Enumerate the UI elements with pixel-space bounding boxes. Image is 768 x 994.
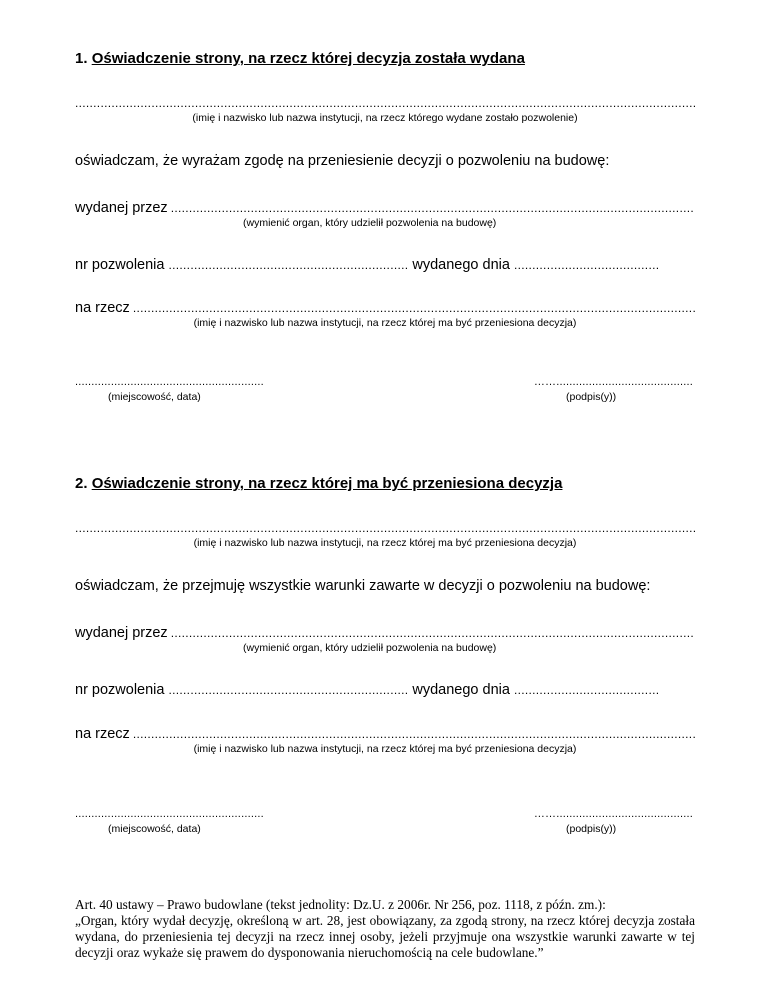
footer-quote: „Organ, który wydał decyzję, określoną w art. 28, jest obowiązany, za zgodą strony, na rzecz której decyzja została wydana, do przeniesienia tej decyzji na rzecz innej osoby, jeżeli przyjmuje ona wszystkie warunki zawarte w tej decyzji oraz wykaże się prawem do dysponowania nieruchomością na cele budowlane.” bbox=[75, 913, 695, 960]
section1-signature-caption: (podpis(y)) bbox=[566, 391, 617, 403]
section2-issued-by-label: wydanej przez bbox=[75, 625, 168, 641]
section2-number: 2. bbox=[75, 475, 88, 492]
section1-statement: oświadczam, że wyrażam zgodę na przeniesienie decyzji o pozwoleniu na budowę: bbox=[75, 153, 610, 169]
section2-in-favor-label: na rzecz bbox=[75, 726, 130, 742]
section1-title: Oświadczenie strony, na rzecz której decyzja została wydana bbox=[91, 50, 525, 67]
section2-permit-no-label: nr pozwolenia bbox=[75, 682, 165, 698]
section1-issued-date-label: wydanego dnia bbox=[412, 257, 510, 273]
section1-in-favor-field[interactable] bbox=[133, 301, 695, 315]
section1-permit-no-field[interactable]: .................................................................. bbox=[168, 258, 409, 272]
section2-issued-by-row[interactable] bbox=[75, 625, 695, 641]
section1-place-date-field[interactable]: .......................................................... bbox=[75, 376, 264, 388]
section2-title: Oświadczenie strony, na rzecz której ma być przeniesiona decyzja bbox=[91, 475, 563, 492]
section2-in-favor-row[interactable] bbox=[75, 726, 695, 742]
section1-issued-by-caption: (wymienić organ, który udzielił pozwolenia na budowę) bbox=[243, 217, 497, 229]
section1-in-favor-label: na rzecz bbox=[75, 300, 130, 316]
section2-in-favor-caption: (imię i nazwisko lub nazwa instytucji, na rzecz której ma być przeniesiona decyzja) bbox=[193, 743, 577, 755]
section1-in-favor-caption: (imię i nazwisko lub nazwa instytucji, na rzecz której ma być przeniesiona decyzja) bbox=[193, 317, 577, 329]
section1-heading bbox=[75, 50, 525, 67]
section1-permit-no-label: nr pozwolenia bbox=[75, 257, 165, 273]
section2-issued-by-caption: (wymienić organ, który udzielił pozwolenia na budowę) bbox=[243, 642, 497, 654]
section2-heading bbox=[75, 475, 562, 492]
footer-legal-note bbox=[75, 897, 695, 961]
section2-signature-caption: (podpis(y)) bbox=[566, 823, 617, 835]
section2-place-date-field[interactable]: .......................................................... bbox=[75, 808, 264, 820]
section1-issued-by-row[interactable] bbox=[75, 200, 695, 216]
section1-name-caption: (imię i nazwisko lub nazwa instytucji, na rzecz którego wydane zostało pozwolenie) bbox=[192, 112, 578, 124]
section1-in-favor-row[interactable] bbox=[75, 300, 695, 316]
section2-issued-date-label: wydanego dnia bbox=[412, 682, 510, 698]
section2-statement: oświadczam, że przejmuję wszystkie warunki zawarte w decyzji o pozwoleniu na budowę: bbox=[75, 578, 651, 594]
footer-citation: Art. 40 ustawy – Prawo budowlane (tekst jednolity: Dz.U. z 2006r. Nr 256, poz. 1118, z późn. zm.): bbox=[75, 897, 606, 912]
section2-name-line[interactable] bbox=[75, 521, 695, 535]
section2-in-favor-field[interactable] bbox=[133, 727, 695, 741]
section2-permit-row[interactable] bbox=[75, 682, 659, 698]
section1-issued-by-field[interactable] bbox=[171, 201, 695, 215]
section1-name-line[interactable] bbox=[75, 96, 695, 110]
section2-place-date-caption: (miejscowość, data) bbox=[108, 823, 201, 835]
section2-signature-field[interactable]: …….......................................... bbox=[533, 808, 693, 820]
section1-issued-date-field[interactable]: ........................................ bbox=[513, 258, 660, 272]
section1-issued-by-label: wydanej przez bbox=[75, 200, 168, 216]
section1-number: 1. bbox=[75, 50, 88, 67]
section2-issued-by-field[interactable] bbox=[171, 626, 695, 640]
section1-permit-row[interactable] bbox=[75, 257, 659, 273]
section2-issued-date-field[interactable]: ........................................ bbox=[513, 683, 660, 697]
section2-name-caption: (imię i nazwisko lub nazwa instytucji, na rzecz której ma być przeniesiona decyzja) bbox=[193, 537, 577, 549]
section2-permit-no-field[interactable]: .................................................................. bbox=[168, 683, 409, 697]
section1-place-date-caption: (miejscowość, data) bbox=[108, 391, 201, 403]
section1-signature-field[interactable]: …….......................................... bbox=[533, 376, 693, 388]
